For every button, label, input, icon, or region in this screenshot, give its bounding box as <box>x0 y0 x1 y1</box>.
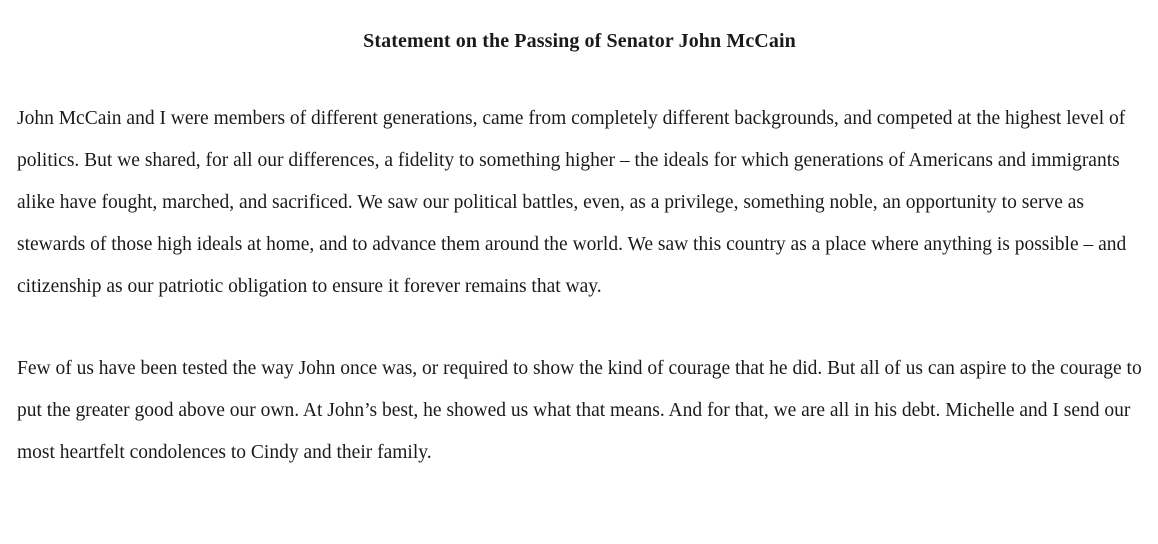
statement-document <box>17 0 1142 474</box>
paragraph-1: John McCain and I were members of different generations, came from completely different backgrounds, and competed at the highest level of politics. But we shared, for all our differences, a fidelity to something higher – the ideals for which generations of Americans and immigrants alike have fought, marched, and sacrificed. We saw our political battles, even, as a privilege, something noble, an opportunity to serve as stewards of those high ideals at home, and to advance them around the world. We saw this country as a place where anything is possible – and citizenship as our patriotic obligation to ensure it forever remains that way. <box>17 108 1127 297</box>
document-title: Statement on the Passing of Senator John McCain <box>363 30 796 52</box>
paragraph-2: Few of us have been tested the way John once was, or required to show the kind of courage that he did. But all of us can aspire to the courage to put the greater good above our own. At John’s best, he showed us what that means. And for that, we are all in his debt. Michelle and I send our most heartfelt condolences to Cindy and their family. <box>17 358 1142 463</box>
